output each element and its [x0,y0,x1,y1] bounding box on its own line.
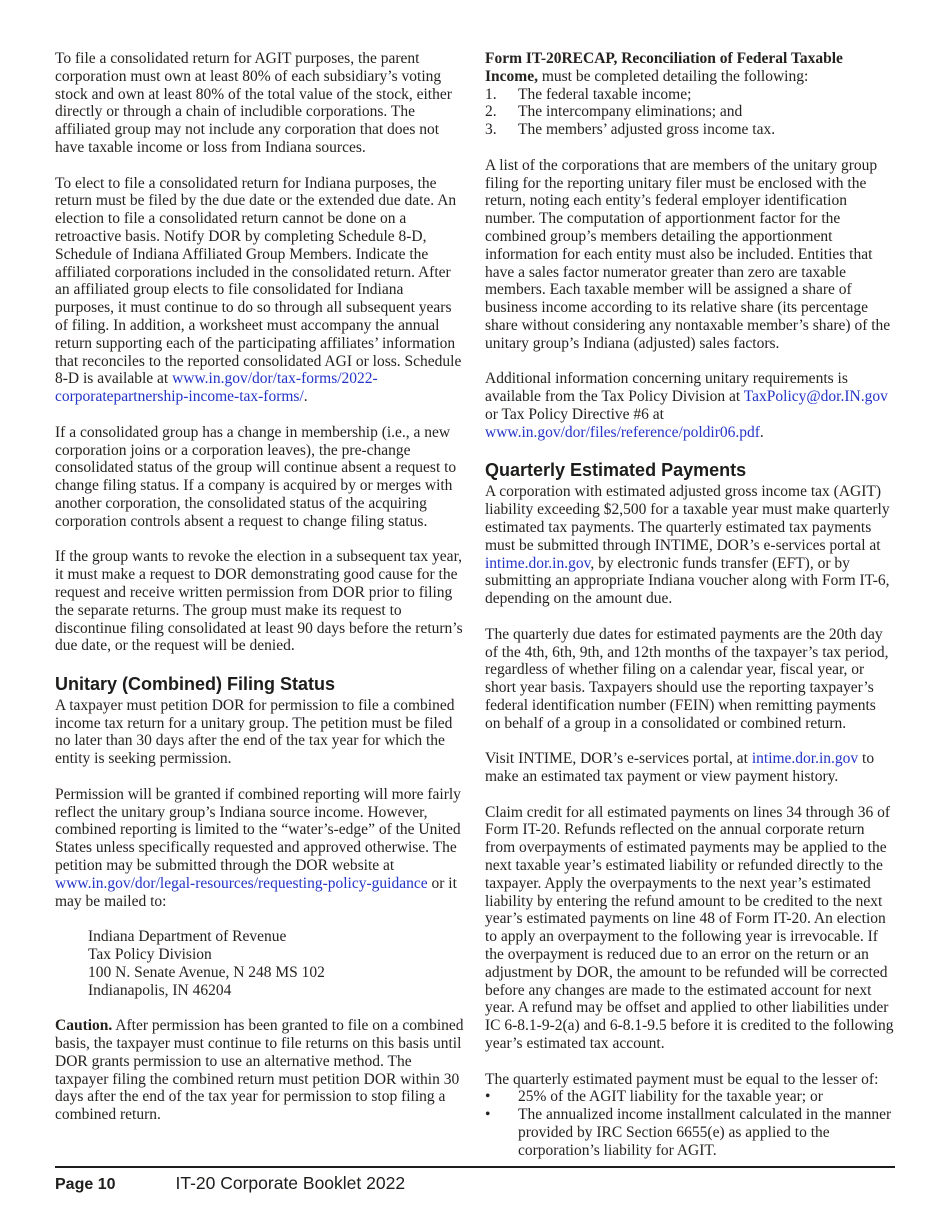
paragraph: If a consolidated group has a change in membership (i.e., a new corporation joins or a corporation leaves), the pre-change consolidated status of the group will continue absent a request to change filing status. If a company is acquired by or merges with another corporation, the consolidated status of the acquiring corporation controls absent a request to change filing status. [55,423,457,530]
address-line: Tax Policy Division [88,946,212,964]
paragraph: The quarterly estimated payment must be equal to the lesser of: [485,1070,879,1088]
page-footer [55,1166,895,1194]
list-item [485,1106,895,1159]
bullet-icon: • [485,1088,491,1106]
address-line: Indianapolis, IN 46204 [88,981,232,999]
page-body [55,50,895,1177]
paragraph: Additional information concerning unitary requirements is available from the Tax Policy Division at TaxPolicy@dor.IN.gov or Tax Policy Directive #6 at www.in.gov/dor/files/reference/poldir06.pdf. [485,370,888,441]
bullet-icon: • [485,1106,491,1124]
paragraph: A list of the corporations that are members of the unitary group filing for the reporting unitary filer must be enclosed with the return, noting each entity’s federal employer identification number. The computation of apportionment factor for the combined group’s members detailing the apportionment information for each entity must also be included. Entities that have a sales factor numerator greater than zero are taxable members. Each taxable member will be assigned a share of business income according to its relative share (its percentage share without considering any nontaxable member’s share) of the unitary group’s Indiana (adjusted) sales factors. [485,156,891,352]
hyperlink[interactable]: TaxPolicy@dor.IN.gov [743,388,888,406]
hyperlink[interactable]: www.in.gov/dor/files/reference/poldir06.pdf [485,423,760,441]
address-block [55,928,465,999]
hyperlink[interactable]: www.in.gov/dor/tax-forms/2022-corporatepartnership-income-tax-forms/ [55,370,378,406]
list-item [485,121,895,139]
address-line: Indiana Department of Revenue [88,928,287,946]
booklet-title: IT-20 Corporate Booklet 2022 [175,1173,406,1193]
paragraph: A taxpayer must petition DOR for permission to file a combined income tax return for a unitary group. The petition must be filed no later than 30 days after the end of the tax year for which the entity is seeking permission. [55,696,455,768]
hyperlink[interactable]: intime.dor.in.gov [485,554,591,572]
list-item-text: 25% of the AGIT liability for the taxable year; or [518,1088,823,1106]
section-heading: Unitary (Combined) Filing Status [55,673,336,694]
numbered-list [485,86,895,139]
paragraph: Permission will be granted if combined reporting will more fairly reflect the unitary group’s Indiana source income. However, combined reporting is limited to the “water’s-edge” of the United States unless specifically requested and approved otherwise. The petition may be submitted through the DOR website at www.in.gov/dor/legal-resources/requesting-policy-guidance or it may be mailed to: [55,785,461,910]
list-number: 1. [485,85,497,103]
list-number: 2. [485,103,497,121]
bullet-list [485,1088,895,1159]
bold-text: Form IT-20RECAP, Reconciliation of Federal Taxable Income, [485,50,843,85]
list-item-text: The annualized income installment calculated in the manner provided by IRC Section 6655(e) as applied to the corporation’s liability for AGIT. [518,1106,892,1159]
paragraph: Claim credit for all estimated payments on lines 34 through 36 of Form IT-20. Refunds reflected on the annual corporate return from overpayments of estimated payments may be applied to the next taxable year’s estimated liability or refunded directly to the taxpayer. Apply the overpayments to the next year’s estimated liability by entering the refund amount to be credited to the next year’s estimated payments on line 48 of Form IT-20. An election to apply an overpayment to the following year is irrevocable. If the overpayment is reduced due to an error on the return or an adjustment by DOR, the amount to be refunded will be corrected before any changes are made to the estimated account for next year. A refund may be offset and applied to other liabilities under IC 6-8.1-9-2(a) and 6-8.1-9.5 before it is credited to the following year’s estimated tax account. [485,803,894,1053]
list-item [485,1088,895,1106]
paragraph: Form IT-20RECAP, Reconciliation of Federal Taxable Income, must be completed detailing the following: [485,50,843,85]
list-item [485,86,895,104]
list-number: 3. [485,121,497,139]
hyperlink[interactable]: intime.dor.in.gov [751,750,859,768]
paragraph: A corporation with estimated adjusted gross income tax (AGIT) liability exceeding $2,500 for a taxable year must make quarterly estimated tax payments. The quarterly estimated tax payments must be submitted through INTIME, DOR’s e-services portal at intime.dor.in.gov, by electronic funds transfer (EFT), or by submitting an appropriate Indiana voucher along with Form IT-6, depending on the amount due. [485,483,890,608]
bold-text: Caution. [55,1017,113,1035]
paragraph: Caution. After permission has been granted to file on a combined basis, the taxpayer must continue to file returns on this basis until DOR grants permission to use an alternative method. The taxpayer filing the combined return must petition DOR within 30 days after the end of the tax year for permission to stop filing a combined return. [55,1017,464,1124]
left-column [55,50,465,1177]
right-column [485,50,895,1177]
hyperlink[interactable]: www.in.gov/dor/legal-resources/requesting-policy-guidance [55,874,428,892]
page-number-label: Page 10 [55,1176,116,1193]
list-item-text: The federal taxable income; [518,85,692,103]
paragraph: To file a consolidated return for AGIT purposes, the parent corporation must own at least 80% of each subsidiary’s voting stock and own at least 80% of the total value of the stock, either directly or through a chain of includible corporations. The affiliated group may not include any corporation that does not have taxable income or loss from Indiana sources. [55,50,452,156]
list-item [485,103,895,121]
list-item-text: The members’ adjusted gross income tax. [518,121,776,139]
paragraph: If the group wants to revoke the election in a subsequent tax year, it must make a request to DOR demonstrating good cause for the request and receive written permission from DOR prior to filing the separate returns. The group must make its request to discontinue filing consolidated at least 90 days before the return’s due date, or the request will be denied. [55,548,463,655]
paragraph: Visit INTIME, DOR’s e-services portal, at intime.dor.in.gov to make an estimated tax payment or view payment history. [485,750,875,786]
address-line: 100 N. Senate Avenue, N 248 MS 102 [88,963,325,981]
paragraph: The quarterly due dates for estimated payments are the 20th day of the 4th, 6th, 9th, and 12th months of the taxpayer’s tax period, regardless of whether filing on a calendar year, fiscal year, or short year basis. Taxpayers should use the reporting taxpayer’s federal identification number (FEIN) when remitting payments on behalf of a group in a consolidated or combined return. [485,625,889,732]
paragraph: To elect to file a consolidated return for Indiana purposes, the return must be filed by the due date or the extended due date. An election to file a consolidated return cannot be done on a retroactive basis. Notify DOR by completing Schedule 8-D, Schedule of Indiana Affiliated Group Members. Indicate the affiliated corporations included in the consolidated return. After an affiliated group elects to file consolidated for Indiana purposes, it must continue to do so through all subsequent years of filing. In addition, a worksheet must accompany the annual return supporting each of the participating affiliates’ information that reconciles to the reported consolidated AGI or loss. Schedule 8-D is available at www.in.gov/dor/tax-forms/2022-corporatepartnership-income-tax-forms/. [55,174,462,406]
list-item-text: The intercompany eliminations; and [518,103,743,121]
section-heading: Quarterly Estimated Payments [485,460,747,481]
